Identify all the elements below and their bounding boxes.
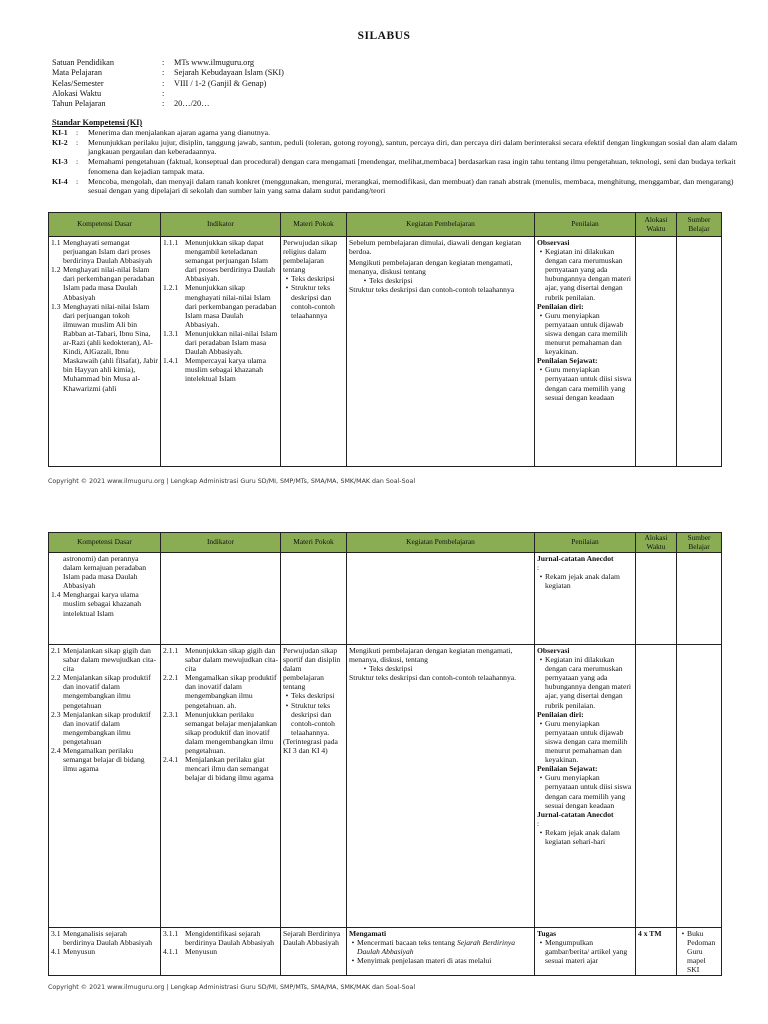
- info-row: [52, 68, 284, 78]
- bullet-icon: •: [363, 276, 367, 286]
- bullet-icon: •: [539, 310, 543, 320]
- bullet-icon: •: [539, 773, 543, 783]
- bullet-icon: •: [285, 274, 289, 284]
- sumber-cell: [677, 645, 722, 928]
- numbered-item: [51, 673, 158, 709]
- table-row: [49, 237, 722, 467]
- info-value: VIII / 1-2 (Ganjil & Genap): [174, 78, 267, 88]
- text-line: Perwujudan sikap sportif dan disiplin dalam pembelajaran tentang: [283, 646, 341, 692]
- bullet-icon: •: [681, 929, 685, 938]
- column-header: Kegiatan Pembelajaran: [347, 213, 535, 237]
- alokasi-cell: [636, 645, 677, 928]
- ki-row: [52, 138, 742, 157]
- italic-title: Sejarah Berdirinya Daulah Abbasiyah: [357, 938, 516, 957]
- text-line: Perwujudan sikap religius dalam pembelajaran tentang: [283, 238, 338, 275]
- kegiatan-cell: [347, 928, 535, 976]
- penilaian-heading: Tugas: [537, 929, 557, 938]
- info-label: Mata Pelajaran: [52, 68, 102, 78]
- item-number: 2.2: [51, 673, 61, 683]
- ki-row: [52, 177, 742, 196]
- item-number: 1.2: [51, 265, 61, 275]
- item-text: Menganalisis sejarah berdirinya Daulah Abbasiyah: [63, 929, 152, 948]
- penilaian-cell: [535, 645, 636, 928]
- numbered-item: [163, 356, 278, 383]
- text-line: :: [537, 818, 540, 828]
- penilaian-heading: Penilaian diri:: [537, 709, 584, 719]
- column-header: Penilaian: [535, 533, 636, 553]
- numbered-item: [163, 755, 278, 782]
- materi-cell: [281, 928, 347, 976]
- item-number: 2.1.1: [163, 646, 179, 655]
- bullet-text: Teks deskripsi: [291, 691, 335, 701]
- item-text: Menyusun: [185, 947, 218, 957]
- kegiatan-cell: [347, 553, 535, 645]
- item-number: 4.1.1: [163, 947, 179, 957]
- column-header: Materi Pokok: [281, 533, 347, 553]
- bullet-text: Teks deskripsi: [291, 274, 335, 284]
- text-span: Mencermati bacaan teks tentang: [357, 938, 457, 948]
- item-number: 2.3: [51, 709, 61, 719]
- bullet-text: Rekam jejak anak dalam kegiatan: [545, 572, 620, 591]
- numbered-item: [51, 590, 158, 617]
- bullet-item: [283, 701, 344, 737]
- penilaian-heading: Penilaian diri:: [537, 301, 584, 311]
- item-number: 4.1: [51, 947, 61, 957]
- item-text: Menunjukkan nilai-nilai Islam dari peradaban Islam masa Daulah Abbasiyah.: [185, 328, 278, 357]
- table-row: [49, 553, 722, 645]
- penilaian-cell: [535, 553, 636, 645]
- item-number: 1.2.1: [163, 283, 179, 293]
- column-header: Indikator: [161, 213, 281, 237]
- item-text: Menunjukkan sikap gigih dan sabar dalam mewujudkan cita-cita: [185, 646, 278, 674]
- bullet-icon: •: [539, 938, 543, 948]
- info-value: Sejarah Kebudayaan Islam (SKI): [174, 68, 284, 78]
- text-line: Struktur teks deskripsi dan contoh-contoh telaahannya.: [349, 673, 517, 683]
- bullet-item: [349, 938, 532, 956]
- item-number: 2.3.1: [163, 709, 179, 719]
- bullet-text: Guru menyiapkan pernyataan untuk dijawab siswa dengan cara memilih menurut pemahaman dan keyakinan.: [545, 310, 628, 357]
- numbered-item: [51, 746, 158, 773]
- indikator-cell: [161, 237, 281, 467]
- bullet-text: Kegiatan ini dilakukan dengan cara merumuskan pernyataan yang ada hubungannya dengan materi ajar, yang disertai dengan rubrik penilaian.: [545, 247, 632, 302]
- syllabus-table-page-1: [48, 212, 722, 467]
- bullet-item: [283, 274, 344, 283]
- item-text: Menjalankan sikap produktif dan inovatif dalam mengembangkan ilmu pengetahuan: [63, 673, 151, 710]
- bullet-item: [537, 828, 633, 846]
- info-colon: :: [162, 78, 165, 88]
- item-text: Menghargai karya ulama muslim sebagai khazanah intelektual Islam: [63, 590, 142, 618]
- bullet-icon: •: [285, 283, 289, 293]
- item-text: Menjalankan perilaku giat mencari ilmu dan semangat belajar di bidang ilmu agama: [185, 755, 274, 783]
- item-number: 2.4: [51, 746, 61, 756]
- item-text: Mempercayai karya ulama muslim sebagai khazanah intelektual Islam: [185, 356, 266, 384]
- bullet-text: Guru menyiapkan pernyataan untuk diisi siswa dengan cara memilih yang sesuai dengan keadaan: [545, 365, 632, 402]
- penilaian-heading: Observasi: [537, 238, 570, 247]
- ki-title: Standar Kompetensi (KI): [52, 118, 143, 127]
- sumber-cell: [677, 237, 722, 467]
- bullet-text: Teks deskripsi: [369, 664, 413, 674]
- info-label: Satuan Pendidikan: [52, 58, 114, 67]
- item-text: Mengamalkan perilaku semangat belajar di bidang ilmu agama: [63, 746, 145, 774]
- materi-cell: [281, 645, 347, 928]
- item-number: 1.1: [51, 238, 61, 247]
- ki-colon: :: [76, 157, 79, 167]
- bullet-text: Menyimak penjelasan materi di atas melalui: [357, 956, 492, 966]
- ki-code: KI-1: [52, 128, 68, 137]
- ki-code: KI-3: [52, 157, 68, 167]
- column-header: Kegiatan Pembelajaran: [347, 533, 535, 553]
- indikator-cell: [161, 928, 281, 976]
- page-2: [0, 496, 768, 1024]
- item-text: Menyusun: [63, 947, 96, 957]
- bullet-text: Kegiatan ini dilakukan dengan cara merumuskan pernyataan yang ada hubungannya dengan materi ajar, yang disertai dengan rubrik penilaian.: [545, 655, 632, 710]
- ki-row: [52, 157, 742, 176]
- ki-row: [52, 128, 742, 137]
- item-number: 3.1: [51, 929, 61, 938]
- item-text: Menunjukkan sikap dapat mengambil keteladanan semangat perjuangan Islam dari proses berdirinya Daulah Abbasiyah.: [185, 238, 276, 284]
- ki-colon: :: [76, 176, 79, 186]
- sumber-cell: [677, 553, 722, 645]
- numbered-item: [163, 929, 278, 947]
- kd-continuation: astronomi) dan perannya dalam kemajuan peradaban Islam pada masa Daulah Abbasiyah: [63, 554, 147, 591]
- bullet-icon: •: [285, 700, 289, 710]
- bullet-text: Struktur teks deskripsi dan contoh-contoh telaahannya: [291, 283, 335, 320]
- bullet-item: [349, 664, 532, 673]
- column-header: Kompetensi Dasar: [49, 533, 161, 553]
- penilaian-heading: Penilaian Sejawat:: [537, 356, 598, 366]
- ki-code: KI-2: [52, 137, 68, 147]
- bullet-item: [537, 572, 633, 590]
- bullet-item: [537, 365, 633, 401]
- info-colon: :: [162, 99, 165, 109]
- info-row: [52, 89, 284, 99]
- text-line: Mengikuti pembelajaran dengan kegiatan mengamati, menanya, diskusi, tentang: [349, 646, 513, 665]
- kd-cell: [49, 645, 161, 928]
- table-row: [49, 928, 722, 976]
- numbered-item: [51, 929, 158, 947]
- bullet-item: [537, 719, 633, 764]
- numbered-item: [51, 265, 158, 301]
- ki-text: Menerima dan menjalankan ajaran agama yang dianutnya.: [88, 128, 271, 137]
- penilaian-cell: [535, 237, 636, 467]
- penilaian-heading: Observasi: [537, 646, 570, 655]
- kd-cell: [49, 928, 161, 976]
- numbered-item: [51, 238, 158, 265]
- bullet-item: [283, 283, 344, 319]
- ki-text: Mencoba, mengolah, dan menyaji dalam ranah konkret (menggunakan, mengurai, merangkai, memodifikasi, dan membuat) dan ranah abstrak (menulis, membaca, menghitung, menggambar, dan mengarang) sesuai dengan yang dipelajari di sekolah dan sumber lain yang sama dalam sudut pandang/teori: [88, 176, 734, 195]
- bullet-text: Guru menyiapkan pernyataan untuk dijawab siswa dengan cara memilih menurut pemahaman dan keyakinan.: [545, 718, 628, 765]
- column-header: Sumber Belajar: [677, 533, 722, 553]
- bullet-item: [679, 929, 719, 974]
- bullet-text: [357, 938, 532, 956]
- bullet-icon: •: [539, 572, 543, 582]
- info-value: MTs www.ilmuguru.org: [174, 58, 255, 67]
- item-number: 2.1: [51, 646, 61, 655]
- info-row: [52, 99, 284, 109]
- info-value: 20…/20…: [174, 99, 210, 109]
- numbered-item: [51, 710, 158, 746]
- kd-cell: [49, 553, 161, 645]
- bullet-icon: •: [351, 956, 355, 966]
- numbered-item: [163, 283, 278, 328]
- item-number: 3.1.1: [163, 929, 179, 938]
- item-number: 1.4.1: [163, 356, 179, 366]
- sumber-cell: [677, 928, 722, 976]
- materi-text: Sejarah Berdirinya Daulah Abbasiyah: [283, 929, 341, 948]
- alokasi-cell: [636, 928, 677, 976]
- bullet-text: Struktur teks deskripsi dan contoh-contoh telaahannya.: [291, 700, 335, 737]
- item-text: Mengidentifikasi sejarah berdirinya Daulah Abbasiyah: [185, 929, 274, 948]
- text-line: Struktur teks deskripsi dan contoh-contoh telaahannya: [349, 285, 515, 295]
- kd-cell: [49, 237, 161, 467]
- bullet-icon: •: [351, 938, 355, 948]
- numbered-item: [163, 710, 278, 755]
- info-block: [52, 58, 284, 109]
- column-header: Materi Pokok: [281, 213, 347, 237]
- indikator-cell: [161, 553, 281, 645]
- ki-list: [52, 128, 742, 196]
- bullet-icon: •: [539, 718, 543, 728]
- bullet-text: Buku Pedoman Guru mapel SKI: [687, 929, 716, 975]
- materi-cell: [281, 553, 347, 645]
- page-1: [0, 0, 768, 496]
- bullet-item: [537, 311, 633, 356]
- numbered-item: [163, 673, 278, 709]
- bullet-icon: •: [539, 365, 543, 375]
- item-number: 1.4: [51, 590, 61, 600]
- item-number: 2.4.1: [163, 755, 179, 765]
- info-colon: :: [162, 88, 165, 98]
- column-header: Alokasi Waktu: [636, 533, 677, 553]
- penilaian-heading: Penilaian Sejawat:: [537, 764, 598, 774]
- bullet-item: [537, 773, 633, 809]
- kegiatan-cell: [347, 645, 535, 928]
- bullet-item: [537, 247, 633, 302]
- bullet-item: [283, 691, 344, 700]
- info-colon: :: [162, 68, 165, 78]
- bullet-text: Teks deskripsi: [369, 276, 413, 286]
- info-colon: :: [162, 58, 165, 67]
- info-row: [52, 79, 284, 89]
- item-text: Menunjukkan perilaku semangat belajar menjalankan sikap produktif dan inovatif dalam mengembangkan ilmu pengetahuan.: [185, 709, 277, 756]
- ki-code: KI-4: [52, 176, 68, 186]
- alokasi-cell: [636, 237, 677, 467]
- item-text: Mengamalkan sikap produktif dan inovatif dalam mengembangkan ilmu pengetahuan. ah.: [185, 673, 277, 710]
- bullet-icon: •: [363, 664, 367, 674]
- numbered-item: [51, 947, 158, 956]
- document-title: SILABUS: [357, 30, 411, 42]
- numbered-item: [163, 947, 278, 956]
- item-text: Menunjukkan sikap menghayati nilai-nilai Islam dari perkembangan peradaban Islam masa Daulah Abbasiyah.: [185, 283, 277, 329]
- numbered-item: [163, 238, 278, 283]
- bullet-item: [349, 276, 532, 285]
- indikator-cell: [161, 645, 281, 928]
- syllabus-table-page-2: [48, 532, 722, 976]
- item-number: 1.3: [51, 301, 61, 311]
- bullet-item: [349, 956, 532, 965]
- bullet-item: [537, 938, 633, 965]
- kegiatan-cell: [347, 237, 535, 467]
- item-number: 1.1.1: [163, 238, 179, 247]
- numbered-item: [163, 646, 278, 673]
- text-line: Mengikuti pembelajaran dengan kegiatan mengamati, menanya, diskusi tentang: [349, 258, 513, 277]
- bullet-item: [537, 655, 633, 710]
- item-text: Menghayati nilai-nilai Islam dari perjuangan tokoh ilmuwan muslim Ali bin Rabban at-Tabari, Ibnu Sina, ar-Razi (ahli kedokteran), Al-Kindi, AlGazali, Ibnu Maskawaih (ahli filsafat), Jabir bin Hayyan ahli kimia), Muhammad bin Musa al-Khawarizmi (ahli: [63, 301, 158, 393]
- info-label: Kelas/Semester: [52, 78, 104, 88]
- bullet-text: Mengumpulkan gambar/berita/ artikel yang sesuai materi ajar: [545, 938, 628, 966]
- text-line: :: [537, 563, 540, 573]
- info-label: Alokasi Waktu: [52, 88, 102, 98]
- table-header: [49, 213, 722, 237]
- bullet-text: Guru menyiapkan pernyataan untuk diisi siswa dengan cara memilih yang sesuai dengan keadaan: [545, 773, 632, 810]
- column-header: Alokasi Waktu: [636, 213, 677, 237]
- numbered-item: [163, 329, 278, 356]
- item-text: Menjalankan sikap gigih dan sabar dalam mewujudkan cita-cita: [63, 646, 156, 674]
- ki-text: Menunjukkan perilaku jujur, disiplin, tanggung jawab, santun, peduli (toleran, gotong royong), santun, percaya diri, dan percaya diri dalam berinteraksi secara efektif dengan lingkungan sosial dan alam dalam jangkauan pergaulan dan keberadaannya.: [88, 137, 738, 157]
- table-header: [49, 533, 722, 553]
- item-text: Menghayati nilai-nilai Islam dari perkembangan peradaban Islam pada masa Daulah Abbasiyah: [63, 265, 155, 302]
- penilaian-heading: Jurnal-catatan Anecdot: [537, 809, 614, 819]
- bullet-icon: •: [539, 247, 543, 257]
- column-header: Penilaian: [535, 213, 636, 237]
- ki-colon: :: [76, 128, 79, 137]
- alokasi-text: 4 x TM: [638, 929, 662, 938]
- footer-copyright: Copyright © 2021 www.ilmuguru.org | Lengkap Administrasi Guru SD/MI, SMP/MTs, SMA/MA, SMK/MAK dan Soal-Soal: [48, 478, 416, 485]
- numbered-item: [51, 302, 158, 393]
- info-row: [52, 58, 284, 68]
- bullet-icon: •: [539, 827, 543, 837]
- ki-colon: :: [76, 137, 79, 147]
- item-number: 2.2.1: [163, 673, 179, 683]
- penilaian-heading: Jurnal-catatan Anecdot: [537, 554, 614, 563]
- ki-text: Memahami pengetahuan (faktual, konseptual dan procedural) dengan cara mengamati [mendengar, melihat,membaca] berdasarkan rasa ingin tahu tentang ilmu pengetahuan, teknologi, seni dan budaya terkait fenomena dan kejadian tampak mata.: [88, 157, 736, 176]
- numbered-item: [51, 646, 158, 673]
- text-line: Sebelum pembelajaran dimulai, diawali dengan kegiatan berdoa.: [349, 238, 522, 257]
- table-row: [49, 645, 722, 928]
- text-line: (Terintegrasi pada KI 3 dan KI 4): [283, 736, 338, 756]
- column-header: Kompetensi Dasar: [49, 213, 161, 237]
- info-label: Tahun Pelajaran: [52, 99, 106, 109]
- bullet-icon: •: [285, 691, 289, 701]
- item-text: Menjalankan sikap produktif dan inovatif dalam mengembangkan ilmu pengetahuan: [63, 709, 151, 746]
- penilaian-cell: [535, 928, 636, 976]
- materi-cell: [281, 237, 347, 467]
- kegiatan-heading: Mengamati: [349, 929, 387, 938]
- column-header: Indikator: [161, 533, 281, 553]
- item-number: 1.3.1: [163, 328, 179, 338]
- alokasi-cell: [636, 553, 677, 645]
- bullet-text: Rekam jejak anak dalam kegiatan sehari-hari: [545, 827, 620, 846]
- item-text: Menghayati semangat perjuangan Islam dari proses berdirinya Daulah Abbasiyah: [63, 238, 152, 266]
- footer-copyright: Copyright © 2021 www.ilmuguru.org | Lengkap Administrasi Guru SD/MI, SMP/MTs, SMA/MA, SMK/MAK dan Soal-Soal: [48, 984, 416, 991]
- bullet-icon: •: [539, 655, 543, 665]
- column-header: Sumber Belajar: [677, 213, 722, 237]
